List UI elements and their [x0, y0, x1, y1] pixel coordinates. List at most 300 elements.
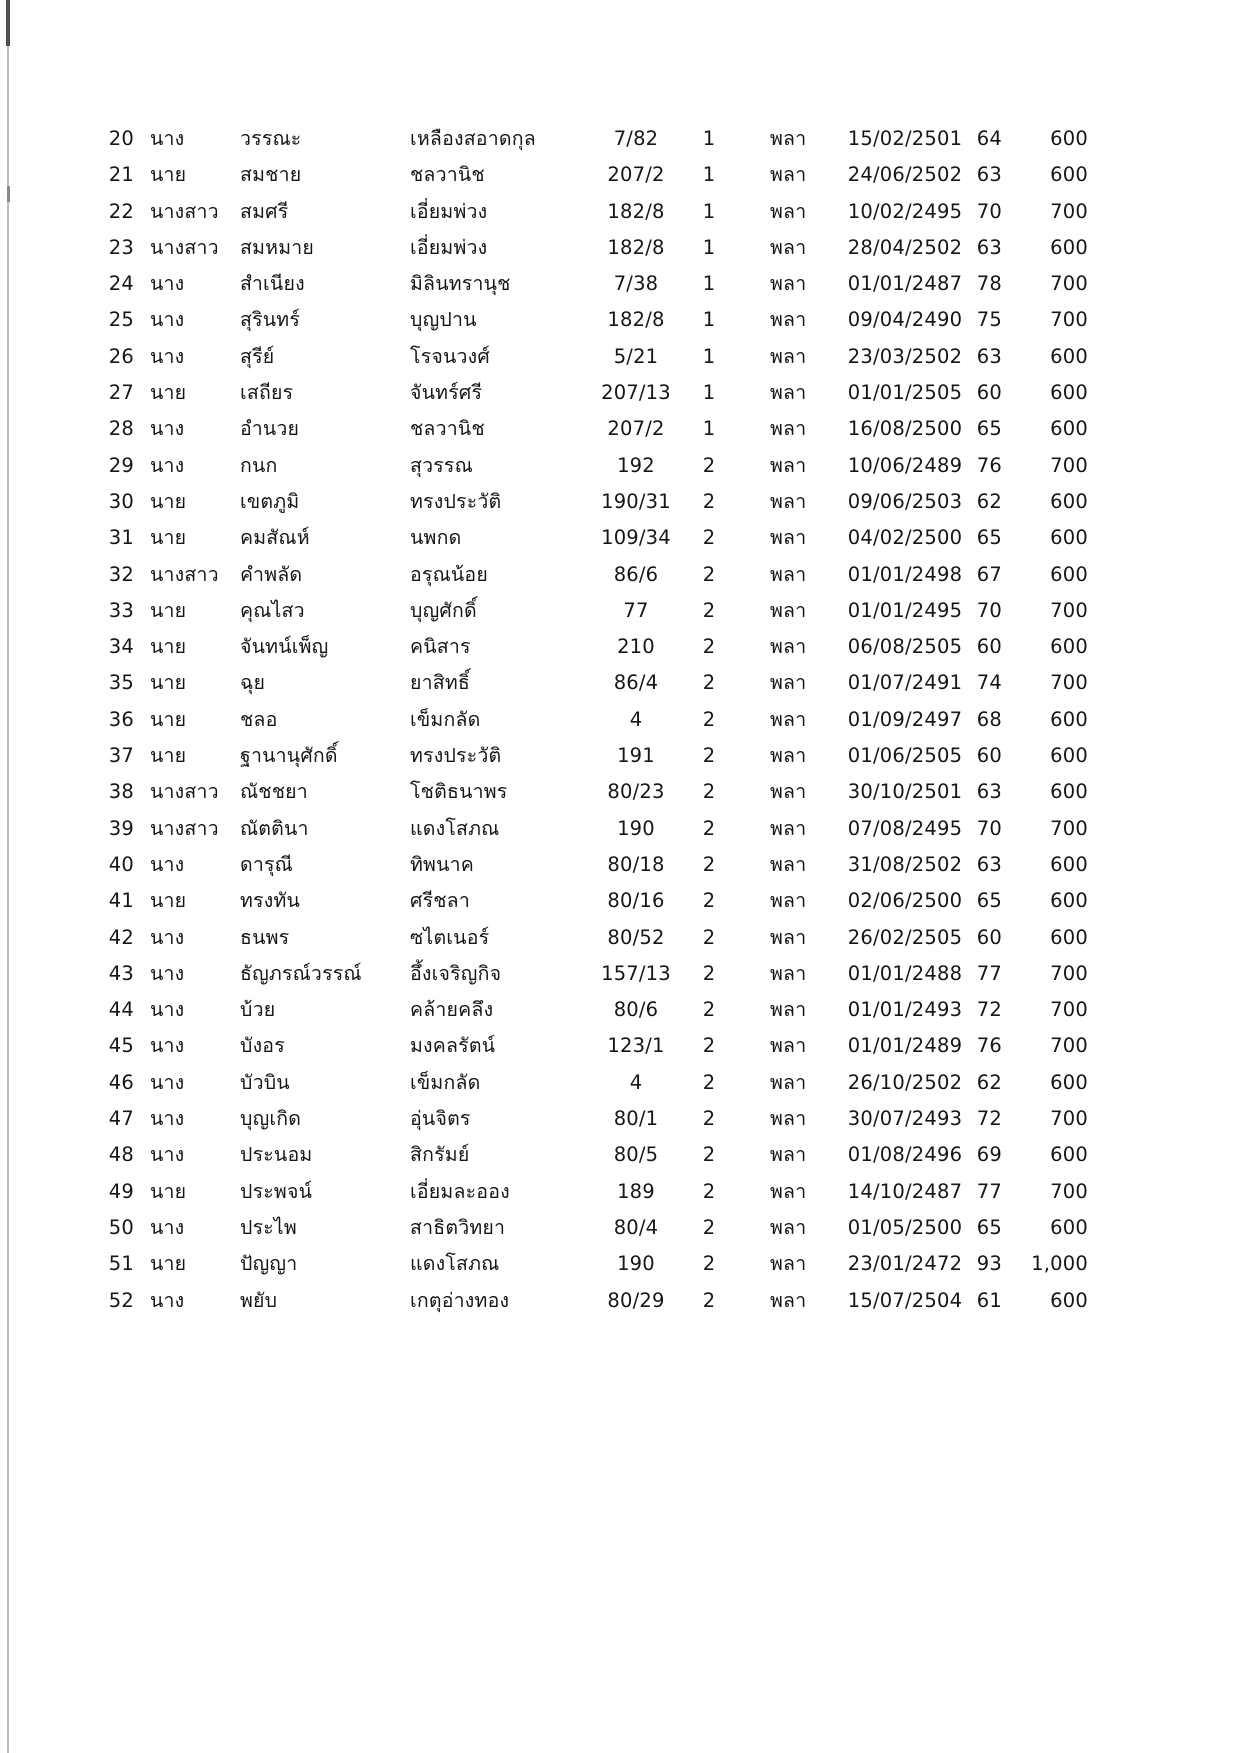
cell-house-no: 182/8	[607, 235, 665, 259]
cell-amount: 600	[1050, 235, 1088, 259]
cell-house-no: 7/82	[613, 127, 659, 150]
cell-moo: 2	[702, 562, 716, 586]
cell-amount: 700	[1050, 816, 1088, 840]
cell-age: 70	[976, 598, 1002, 622]
cell-birth-date: 02/06/2500	[847, 889, 963, 913]
cell-age: 65	[976, 889, 1002, 913]
cell-age: 67	[976, 562, 1002, 586]
cell-birth-date: 14/10/2487	[847, 1179, 963, 1203]
cell-title: นาง	[150, 1288, 185, 1312]
cell-area: พลา	[770, 707, 807, 731]
cell-last-name: เข็มกลัด	[410, 1070, 481, 1094]
cell-birth-date: 23/03/2502	[847, 344, 963, 368]
cell-age: 76	[976, 453, 1002, 477]
cell-last-name: อรุณน้อย	[410, 562, 488, 586]
cell-moo: 2	[702, 889, 716, 913]
table-row	[0, 339, 1240, 375]
cell-last-name: อึ้งเจริญกิจ	[410, 961, 502, 985]
cell-house-no: 190	[617, 1252, 655, 1276]
cell-area: พลา	[770, 381, 807, 405]
cell-first-name: ฐานานุศักดิ์	[240, 744, 338, 768]
cell-last-name: แดงโสภณ	[410, 816, 500, 840]
cell-title: นาง	[150, 308, 185, 332]
cell-last-name: สุวรรณ	[410, 453, 473, 477]
cell-first-name: ณัตตินา	[240, 816, 309, 840]
cell-house-no: 4	[629, 1070, 643, 1094]
cell-first-name: ธนพร	[240, 925, 290, 949]
cell-moo: 1	[702, 199, 716, 223]
cell-row-number: 25	[108, 308, 134, 332]
table-row	[0, 302, 1240, 338]
cell-row-number: 49	[108, 1179, 134, 1203]
cell-moo: 2	[702, 1179, 716, 1203]
cell-title: นาย	[150, 526, 187, 550]
cell-first-name: สมศรี	[240, 199, 289, 223]
cell-title: นาง	[150, 127, 185, 150]
cell-house-no: 80/29	[607, 1288, 665, 1312]
cell-moo: 2	[702, 1215, 716, 1239]
cell-title: นางสาว	[150, 235, 219, 259]
cell-last-name: ทิพนาค	[410, 852, 475, 876]
cell-title: นาย	[150, 707, 187, 731]
cell-age: 63	[976, 852, 1002, 876]
cell-age: 75	[976, 308, 1002, 332]
cell-amount: 600	[1050, 852, 1088, 876]
cell-first-name: ดารุณี	[240, 852, 293, 876]
beneficiary-table	[0, 121, 1240, 1319]
cell-title: นางสาว	[150, 780, 219, 804]
cell-area: พลา	[770, 199, 807, 223]
cell-area: พลา	[770, 235, 807, 259]
table-row	[0, 847, 1240, 883]
cell-first-name: คำพลัด	[240, 562, 303, 586]
cell-birth-date: 09/04/2490	[847, 308, 963, 332]
cell-area: พลา	[770, 1252, 807, 1276]
cell-amount: 600	[1050, 1215, 1088, 1239]
cell-title: นางสาว	[150, 562, 219, 586]
cell-age: 72	[976, 998, 1002, 1022]
cell-moo: 2	[702, 998, 716, 1022]
cell-last-name: บุญศักดิ์	[410, 598, 477, 622]
cell-house-no: 80/23	[607, 780, 665, 804]
cell-birth-date: 01/01/2488	[847, 961, 963, 985]
cell-first-name: บ้วย	[240, 998, 276, 1022]
cell-last-name: ชลวานิช	[410, 417, 485, 441]
cell-birth-date: 01/08/2496	[847, 1143, 963, 1167]
cell-amount: 600	[1050, 889, 1088, 913]
table-row	[0, 484, 1240, 520]
cell-last-name: เหลืองสอาดกุล	[410, 127, 536, 150]
cell-birth-date: 01/01/2489	[847, 1034, 963, 1058]
cell-house-no: 7/38	[613, 272, 659, 296]
cell-birth-date: 26/02/2505	[847, 925, 963, 949]
cell-area: พลา	[770, 1288, 807, 1312]
table-row	[0, 557, 1240, 593]
cell-age: 72	[976, 1107, 1002, 1131]
cell-amount: 600	[1050, 127, 1088, 150]
cell-age: 65	[976, 1215, 1002, 1239]
cell-title: นาง	[150, 1034, 185, 1058]
table-row	[0, 520, 1240, 556]
cell-moo: 2	[702, 961, 716, 985]
cell-last-name: บุญปาน	[410, 308, 477, 332]
cell-amount: 700	[1050, 961, 1088, 985]
cell-row-number: 22	[108, 199, 134, 223]
cell-title: นาย	[150, 1179, 187, 1203]
cell-amount: 600	[1050, 1143, 1088, 1167]
cell-title: นาง	[150, 344, 185, 368]
cell-first-name: สำเนียง	[240, 272, 305, 296]
cell-moo: 2	[702, 526, 716, 550]
cell-moo: 2	[702, 852, 716, 876]
cell-row-number: 21	[108, 163, 134, 187]
cell-amount: 600	[1050, 925, 1088, 949]
cell-age: 63	[976, 344, 1002, 368]
cell-row-number: 39	[108, 816, 134, 840]
cell-house-no: 86/6	[613, 562, 659, 586]
cell-row-number: 51	[108, 1252, 134, 1276]
cell-house-no: 80/4	[613, 1215, 659, 1239]
cell-house-no: 191	[617, 744, 655, 768]
cell-house-no: 109/34	[601, 526, 671, 550]
cell-birth-date: 31/08/2502	[847, 852, 963, 876]
cell-house-no: 86/4	[613, 671, 659, 695]
cell-first-name: สมชาย	[240, 163, 302, 187]
cell-row-number: 35	[108, 671, 134, 695]
cell-moo: 2	[702, 671, 716, 695]
cell-age: 65	[976, 526, 1002, 550]
table-row	[0, 448, 1240, 484]
cell-row-number: 27	[108, 381, 134, 405]
cell-age: 93	[976, 1252, 1002, 1276]
cell-row-number: 41	[108, 889, 134, 913]
cell-title: นาย	[150, 1252, 187, 1276]
table-row	[0, 157, 1240, 193]
cell-first-name: สุรีย์	[240, 344, 275, 368]
cell-age: 77	[976, 1179, 1002, 1203]
cell-row-number: 33	[108, 598, 134, 622]
cell-amount: 600	[1050, 707, 1088, 731]
cell-first-name: ประไพ	[240, 1215, 297, 1239]
cell-age: 70	[976, 816, 1002, 840]
cell-row-number: 48	[108, 1143, 134, 1167]
cell-amount: 700	[1050, 199, 1088, 223]
cell-amount: 600	[1050, 489, 1088, 513]
cell-title: นาย	[150, 671, 187, 695]
cell-area: พลา	[770, 489, 807, 513]
cell-amount: 700	[1050, 1107, 1088, 1131]
cell-moo: 2	[702, 1034, 716, 1058]
cell-area: พลา	[770, 1107, 807, 1131]
cell-amount: 700	[1050, 1034, 1088, 1058]
cell-age: 64	[976, 127, 1002, 150]
cell-moo: 2	[702, 598, 716, 622]
cell-first-name: ชลอ	[240, 707, 278, 731]
cell-house-no: 192	[617, 453, 655, 477]
cell-age: 78	[976, 272, 1002, 296]
cell-row-number: 45	[108, 1034, 134, 1058]
cell-first-name: อำนวย	[240, 417, 300, 441]
cell-amount: 600	[1050, 1288, 1088, 1312]
cell-house-no: 80/1	[613, 1107, 659, 1131]
cell-age: 70	[976, 199, 1002, 223]
cell-last-name: มิลินทรานุช	[410, 272, 511, 296]
cell-first-name: วรรณะ	[240, 127, 302, 150]
cell-row-number: 20	[108, 127, 134, 150]
cell-first-name: ประพจน์	[240, 1179, 313, 1203]
cell-amount: 600	[1050, 344, 1088, 368]
cell-last-name: แดงโสภณ	[410, 1252, 500, 1276]
cell-title: นาย	[150, 163, 187, 187]
table-row	[0, 774, 1240, 810]
cell-area: พลา	[770, 925, 807, 949]
cell-first-name: จันทน์เพ็ญ	[240, 635, 329, 659]
cell-birth-date: 01/07/2491	[847, 671, 963, 695]
cell-area: พลา	[770, 780, 807, 804]
cell-birth-date: 15/02/2501	[847, 127, 963, 150]
cell-row-number: 52	[108, 1288, 134, 1312]
cell-last-name: ซไตเนอร์	[410, 925, 490, 949]
cell-birth-date: 01/06/2505	[847, 744, 963, 768]
cell-moo: 2	[702, 1070, 716, 1094]
cell-amount: 700	[1050, 308, 1088, 332]
cell-moo: 2	[702, 1288, 716, 1312]
table-row	[0, 992, 1240, 1028]
cell-moo: 2	[702, 925, 716, 949]
cell-house-no: 207/2	[607, 417, 665, 441]
cell-amount: 700	[1050, 671, 1088, 695]
cell-last-name: ศรีชลา	[410, 889, 470, 913]
cell-birth-date: 01/01/2495	[847, 598, 963, 622]
cell-title: นาย	[150, 381, 187, 405]
cell-row-number: 28	[108, 417, 134, 441]
table-row	[0, 811, 1240, 847]
cell-first-name: สมหมาย	[240, 235, 315, 259]
cell-house-no: 5/21	[613, 344, 659, 368]
cell-area: พลา	[770, 127, 807, 150]
cell-area: พลา	[770, 816, 807, 840]
table-row	[0, 593, 1240, 629]
cell-first-name: บังอร	[240, 1034, 285, 1058]
cell-row-number: 29	[108, 453, 134, 477]
cell-area: พลา	[770, 526, 807, 550]
cell-moo: 2	[702, 1252, 716, 1276]
cell-title: นาง	[150, 1143, 185, 1167]
table-row	[0, 1101, 1240, 1137]
cell-first-name: พยับ	[240, 1288, 278, 1312]
cell-age: 61	[976, 1288, 1002, 1312]
cell-last-name: เอี่ยมพ่วง	[410, 235, 488, 259]
cell-age: 63	[976, 780, 1002, 804]
cell-house-no: 207/2	[607, 163, 665, 187]
cell-moo: 2	[702, 816, 716, 840]
cell-moo: 2	[702, 1107, 716, 1131]
cell-house-no: 210	[617, 635, 655, 659]
scan-edge-dark-mark	[6, 0, 10, 46]
cell-moo: 2	[702, 744, 716, 768]
cell-house-no: 80/16	[607, 889, 665, 913]
cell-moo: 2	[702, 453, 716, 477]
cell-age: 74	[976, 671, 1002, 695]
cell-amount: 700	[1050, 453, 1088, 477]
cell-area: พลา	[770, 1070, 807, 1094]
cell-age: 60	[976, 381, 1002, 405]
cell-amount: 600	[1050, 417, 1088, 441]
cell-area: พลา	[770, 344, 807, 368]
cell-area: พลา	[770, 635, 807, 659]
table-row	[0, 121, 1240, 157]
cell-area: พลา	[770, 163, 807, 187]
cell-birth-date: 15/07/2504	[847, 1288, 963, 1312]
cell-house-no: 182/8	[607, 199, 665, 223]
cell-last-name: อุ่นจิตร	[410, 1107, 471, 1131]
cell-first-name: เขตภูมิ	[240, 489, 300, 513]
cell-age: 62	[976, 489, 1002, 513]
cell-age: 63	[976, 163, 1002, 187]
cell-area: พลา	[770, 453, 807, 477]
cell-last-name: นพกด	[410, 526, 462, 550]
table-row	[0, 266, 1240, 302]
cell-last-name: ยาสิทธิ์	[410, 671, 471, 695]
cell-row-number: 26	[108, 344, 134, 368]
cell-amount: 600	[1050, 163, 1088, 187]
cell-age: 69	[976, 1143, 1002, 1167]
cell-birth-date: 09/06/2503	[847, 489, 963, 513]
cell-first-name: ธัญภรณ์วรรณ์	[240, 961, 362, 985]
table-row	[0, 1065, 1240, 1101]
table-row	[0, 1283, 1240, 1319]
cell-amount: 600	[1050, 780, 1088, 804]
cell-amount: 700	[1050, 998, 1088, 1022]
cell-age: 63	[976, 235, 1002, 259]
cell-row-number: 23	[108, 235, 134, 259]
cell-row-number: 50	[108, 1215, 134, 1239]
cell-birth-date: 01/01/2505	[847, 381, 963, 405]
cell-amount: 600	[1050, 744, 1088, 768]
cell-row-number: 46	[108, 1070, 134, 1094]
cell-area: พลา	[770, 1034, 807, 1058]
cell-amount: 1,000	[1031, 1252, 1088, 1276]
cell-house-no: 123/1	[607, 1034, 665, 1058]
cell-title: นาง	[150, 453, 185, 477]
cell-amount: 600	[1050, 562, 1088, 586]
cell-last-name: คนิสาร	[410, 635, 471, 659]
table-row	[0, 1210, 1240, 1246]
table-row	[0, 702, 1240, 738]
cell-row-number: 31	[108, 526, 134, 550]
cell-area: พลา	[770, 272, 807, 296]
cell-amount: 700	[1050, 598, 1088, 622]
cell-last-name: คล้ายคลึง	[410, 998, 494, 1022]
cell-title: นาง	[150, 852, 185, 876]
cell-house-no: 80/18	[607, 852, 665, 876]
cell-birth-date: 24/06/2502	[847, 163, 963, 187]
cell-row-number: 42	[108, 925, 134, 949]
table-row	[0, 411, 1240, 447]
cell-last-name: มงคลรัตน์	[410, 1034, 496, 1058]
cell-area: พลา	[770, 308, 807, 332]
cell-birth-date: 01/01/2498	[847, 562, 963, 586]
cell-age: 62	[976, 1070, 1002, 1094]
cell-birth-date: 01/09/2497	[847, 707, 963, 731]
cell-first-name: ฉุย	[240, 671, 266, 695]
cell-first-name: บัวบิน	[240, 1070, 290, 1094]
cell-title: นาย	[150, 889, 187, 913]
cell-title: นาง	[150, 998, 185, 1022]
cell-row-number: 40	[108, 852, 134, 876]
cell-moo: 1	[702, 381, 716, 405]
cell-age: 60	[976, 635, 1002, 659]
cell-area: พลา	[770, 1179, 807, 1203]
cell-birth-date: 16/08/2500	[847, 417, 963, 441]
cell-amount: 700	[1050, 272, 1088, 296]
cell-first-name: ประนอม	[240, 1143, 313, 1167]
cell-last-name: ทรงประวัติ	[410, 489, 502, 513]
cell-house-no: 207/13	[601, 381, 671, 405]
cell-row-number: 37	[108, 744, 134, 768]
cell-title: นาย	[150, 744, 187, 768]
cell-area: พลา	[770, 744, 807, 768]
cell-amount: 600	[1050, 635, 1088, 659]
cell-title: นาง	[150, 1215, 185, 1239]
cell-birth-date: 10/02/2495	[847, 199, 963, 223]
cell-age: 76	[976, 1034, 1002, 1058]
cell-moo: 1	[702, 163, 716, 187]
cell-area: พลา	[770, 961, 807, 985]
cell-area: พลา	[770, 1143, 807, 1167]
cell-moo: 1	[702, 308, 716, 332]
cell-moo: 2	[702, 1143, 716, 1167]
cell-birth-date: 28/04/2502	[847, 235, 963, 259]
cell-first-name: เสถียร	[240, 381, 294, 405]
table-row	[0, 665, 1240, 701]
cell-birth-date: 10/06/2489	[847, 453, 963, 477]
table-row	[0, 194, 1240, 230]
table-row	[0, 738, 1240, 774]
cell-title: นาง	[150, 961, 185, 985]
cell-last-name: เกตุอ่างทอง	[410, 1288, 510, 1312]
cell-moo: 1	[702, 235, 716, 259]
cell-last-name: สาธิตวิทยา	[410, 1215, 506, 1239]
cell-first-name: ณัชชยา	[240, 780, 308, 804]
cell-last-name: เข็มกลัด	[410, 707, 481, 731]
cell-last-name: เอี่ยมพ่วง	[410, 199, 488, 223]
cell-title: นาย	[150, 635, 187, 659]
cell-birth-date: 06/08/2505	[847, 635, 963, 659]
cell-area: พลา	[770, 1215, 807, 1239]
cell-house-no: 182/8	[607, 308, 665, 332]
cell-row-number: 30	[108, 489, 134, 513]
cell-house-no: 77	[623, 598, 649, 622]
table-row	[0, 883, 1240, 919]
cell-moo: 2	[702, 780, 716, 804]
cell-first-name: กนก	[240, 453, 278, 477]
cell-birth-date: 26/10/2502	[847, 1070, 963, 1094]
cell-birth-date: 01/01/2493	[847, 998, 963, 1022]
cell-birth-date: 23/01/2472	[847, 1252, 963, 1276]
cell-age: 77	[976, 961, 1002, 985]
cell-row-number: 24	[108, 272, 134, 296]
cell-first-name: บุญเกิด	[240, 1107, 302, 1131]
cell-amount: 700	[1050, 1179, 1088, 1203]
cell-moo: 2	[702, 489, 716, 513]
cell-title: นาง	[150, 925, 185, 949]
cell-row-number: 34	[108, 635, 134, 659]
cell-age: 68	[976, 707, 1002, 731]
cell-house-no: 190/31	[601, 489, 671, 513]
cell-birth-date: 30/10/2501	[847, 780, 963, 804]
cell-first-name: สุรินทร์	[240, 308, 301, 332]
